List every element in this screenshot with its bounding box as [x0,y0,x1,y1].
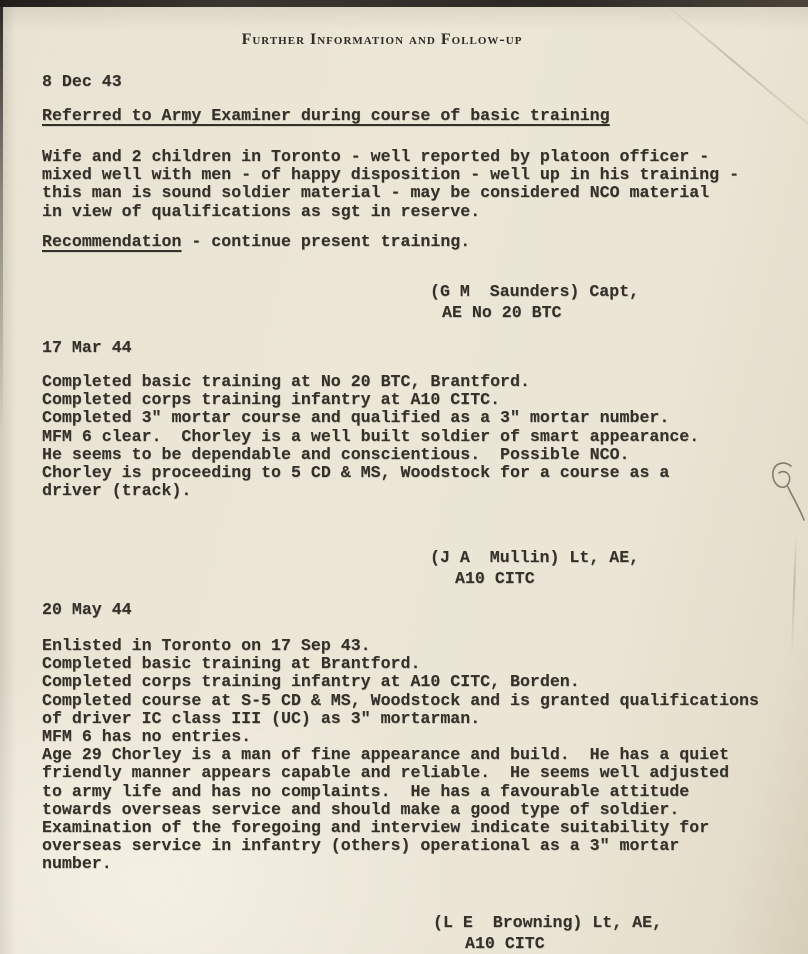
body-line: Wife and 2 children in Toronto - well reported by platoon officer - [42,147,710,166]
entry-date-3: 20 May 44 [42,600,132,619]
body-line: Completed 3" mortar course and qualified as a 3" mortar number. [42,408,670,428]
body-line: towards overseas service and should make a good type of soldier. [42,799,680,819]
signature-unit: AE No 20 BTC [442,302,562,322]
body-line: to army life and has no complaints. He has a favourable attitude [42,781,690,801]
body-line: friendly manner appears capable and reliable. He seems well adjusted [42,763,730,783]
body-line: MFM 6 clear. Chorley is a well built soldier of smart appearance. [42,426,700,446]
signature-block-2 [430,548,639,589]
scan-top-edge [0,0,808,7]
signature-unit: A10 CITC [465,933,545,953]
body-line: Chorley is proceeding to 5 CD & MS, Woodstock for a course as a [42,463,670,483]
body-line: overseas service in infantry (others) operational as a 3" mortar [42,836,680,856]
body-line: Completed corps training infantry at A10 CITC, Borden. [42,672,580,692]
paragraph-1 [42,148,739,221]
body-line: Examination of the foregoing and interview indicate suitability for [42,818,710,838]
signature-name: (J A Mullin) Lt, AE, [430,548,640,567]
body-line: Age 29 Chorley is a man of fine appearance and build. He has a quiet [42,745,730,765]
document-title: Further Information and Follow-up [241,31,523,48]
body-line: He seems to be dependable and conscientious. Possible NCO. [42,444,630,464]
body-line: Completed basic training at Brantford. [42,654,421,674]
body-line: this man is sound soldier material - may be considered NCO material [42,183,710,203]
scan-left-edge [0,0,3,430]
crease-vertical [791,535,797,655]
pen-squiggle-mark [760,460,806,524]
body-line: Completed basic training at No 20 BTC, Brantford. [42,372,530,391]
body-line: MFM 6 has no entries. [42,727,252,747]
signature-block-1 [430,282,639,323]
entry-date-1: 8 Dec 43 [42,72,122,91]
body-line: mixed well with men - of happy disposition - well up in his training - [42,165,740,185]
body-line: Enlisted in Toronto on 17 Sep 43. [42,636,371,655]
body-line: Completed corps training infantry at A10 CITC. [42,390,501,410]
body-line: in view of qualifications as sgt in reserve. [42,201,481,221]
paragraph-2 [42,373,699,500]
crease-diagonal [661,0,808,130]
paragraph-3 [42,637,759,874]
body-line: number. [42,854,112,874]
body-line: of driver IC class III (UC) as 3" mortarman. [42,708,481,728]
signature-block-3 [433,913,662,954]
recommendation-label: Recommendation [42,232,182,251]
body-line: driver (track). [42,481,192,501]
section-heading: Referred to Army Examiner during course of basic training [42,106,610,125]
recommendation-line [42,233,470,251]
body-line: Completed course at S-5 CD & MS, Woodstock and is granted qualifications [42,690,759,710]
signature-unit: A10 CITC [455,568,535,588]
signature-name: (G M Saunders) Capt, [430,282,640,301]
signature-name: (L E Browning) Lt, AE, [433,913,663,932]
recommendation-text: - continue present training. [181,232,471,251]
entry-date-2: 17 Mar 44 [42,338,132,357]
